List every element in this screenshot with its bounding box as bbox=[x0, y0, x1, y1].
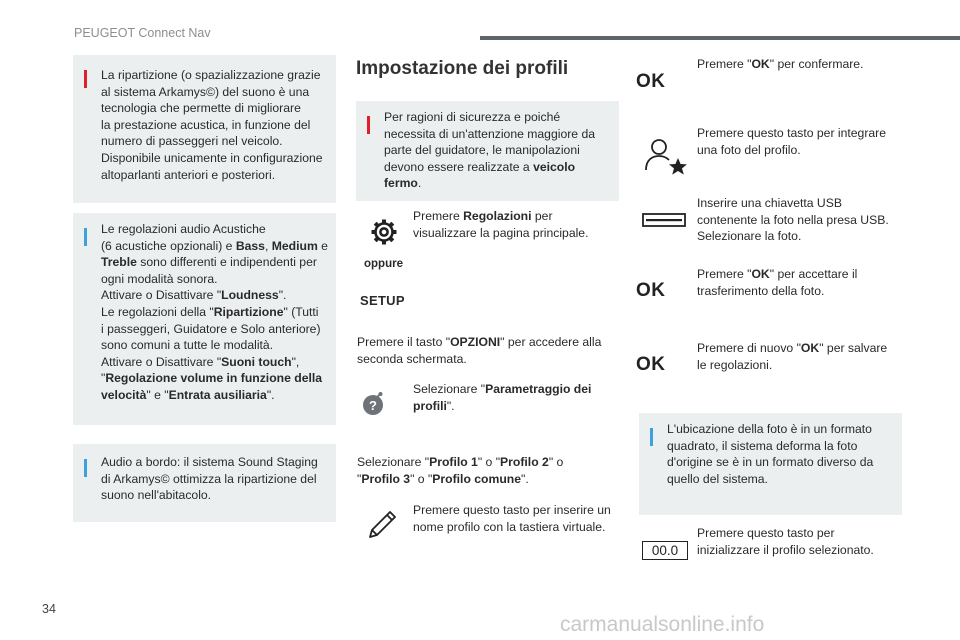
oppure-label: oppure bbox=[364, 258, 403, 270]
info-box-sound-staging bbox=[73, 444, 336, 522]
info-text: Audio a bordo: il sistema Sound Staging di Arkamys© ottimizza la ripartizione del suono nell'abitacolo. bbox=[101, 455, 318, 503]
header-bar bbox=[480, 36, 960, 40]
ok-button[interactable]: OK bbox=[636, 354, 666, 375]
warning-marker bbox=[367, 116, 370, 134]
pencil-icon bbox=[366, 507, 400, 541]
section-title: Impostazione dei profili bbox=[356, 58, 569, 79]
ok-button[interactable]: OK bbox=[636, 71, 666, 92]
warning-text: La ripartizione (o spazializzazione grazie al sistema Arkamys©) del suono è una tecnologia che permette di migliorare la prestazione acustica, in funzione del numero di passeggeri nel veicolo. Disponibile unicamente in configurazione altoparlanti anteriori e posteriori. bbox=[101, 68, 323, 182]
step-chiavetta-usb: Inserire una chiavetta USB contenente la foto nella presa USB. Selezionare la foto. bbox=[697, 196, 889, 244]
step-accettare: Premere "OK" per accettare il trasferimento della foto. bbox=[697, 267, 858, 298]
info-box-foto-format bbox=[639, 413, 902, 515]
page-number: 34 bbox=[42, 602, 56, 616]
usb-key-icon bbox=[642, 212, 686, 228]
setup-button[interactable]: SETUP bbox=[360, 293, 405, 308]
step-parametraggio: Selezionare "Parametraggio dei profili". bbox=[413, 382, 592, 413]
gear-icon bbox=[368, 216, 400, 248]
reset-value-display[interactable]: 00.0 bbox=[642, 541, 688, 560]
info-marker bbox=[84, 228, 87, 246]
info-marker bbox=[84, 459, 87, 477]
user-star-icon bbox=[643, 136, 689, 176]
info-box-audio-settings bbox=[73, 213, 336, 425]
warning-marker bbox=[84, 70, 87, 88]
info-text: Le regolazioni audio Acustiche (6 acustiche opzionali) e Bass, Medium e Treble sono differenti e indipendenti per ogni modalità sonora. Attivare o Disattivare "Loudness". Le regolazioni della "Ripartizione" (Tutti i passeggeri, Guidatore e Solo anteriore) sono comuni a tutte le modalità. Attivare o Disattivare "Suoni touch", "Regolazione volume in funzione della velocità" e "Entrata ausiliaria". bbox=[101, 222, 328, 402]
step-salvare: Premere di nuovo "OK" per salvare le regolazioni. bbox=[697, 341, 888, 372]
step-inizializzare: Premere questo tasto per inizializzare il profilo selezionato. bbox=[697, 526, 874, 557]
info-marker bbox=[650, 428, 653, 446]
ok-button[interactable]: OK bbox=[636, 280, 666, 301]
help-icon bbox=[358, 390, 388, 418]
step-opzioni: Premere il tasto "OPZIONI" per accedere alla seconda schermata. bbox=[357, 335, 602, 366]
step-regolazioni: Premere Regolazioni per visualizzare la pagina principale. bbox=[413, 209, 589, 240]
step-nome-profilo: Premere questo tasto per inserire un nome profilo con la tastiera virtuale. bbox=[413, 503, 611, 534]
watermark: carmanualsonline.info bbox=[560, 613, 765, 636]
header-title: PEUGEOT Connect Nav bbox=[74, 26, 211, 40]
warning-box-safety bbox=[356, 101, 619, 201]
warning-box-arkamys bbox=[73, 55, 336, 203]
warning-text: Per ragioni di sicurezza e poiché necessita di un'attenzione maggiore da parte del guidatore, le manipolazioni devono essere realizzate a veicolo fermo. bbox=[384, 110, 596, 191]
step-profilo: Selezionare "Profilo 1" o "Profilo 2" o "Profilo 3" o "Profilo comune". bbox=[357, 455, 564, 486]
step-foto-profilo: Premere questo tasto per integrare una foto del profilo. bbox=[697, 126, 887, 157]
step-confermare: Premere "OK" per confermare. bbox=[697, 57, 864, 71]
svg-text:?: ? bbox=[369, 398, 377, 413]
info-text: L'ubicazione della foto è in un formato quadrato, il sistema deforma la foto d'origine se è in un formato diverso da quello del sistema. bbox=[667, 422, 874, 486]
